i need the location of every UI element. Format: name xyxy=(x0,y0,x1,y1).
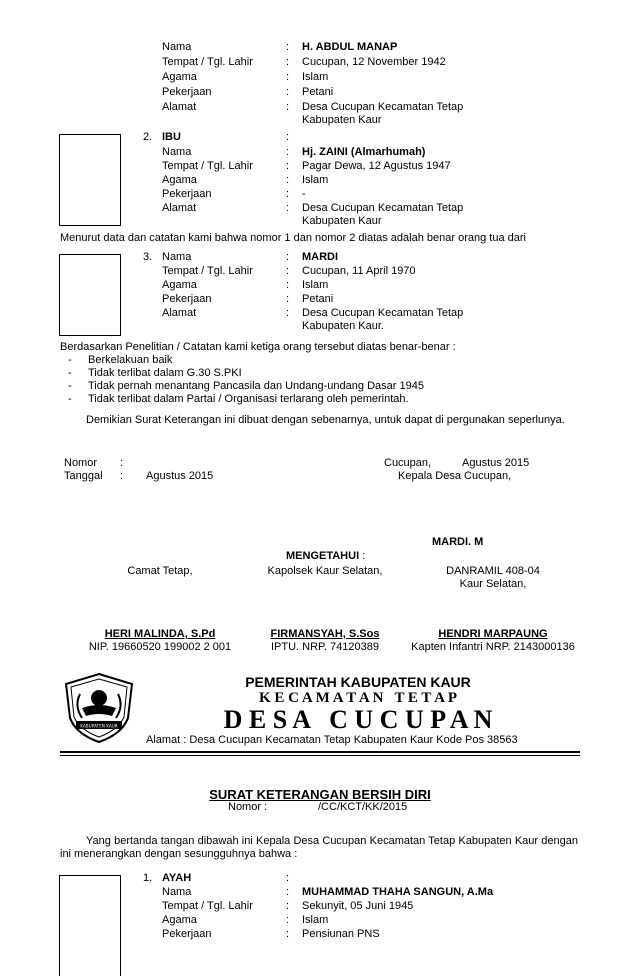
official-id: NIP. 19660520 199002 2 001 xyxy=(88,641,232,653)
child-agama: Islam xyxy=(302,279,329,291)
colon: : xyxy=(286,900,290,912)
official-name: HENDRI MARPAUNG xyxy=(438,628,548,640)
ibu-alamat-1: Desa Cucupan Kecamatan Tetap xyxy=(302,202,464,214)
ayah-title: AYAH xyxy=(162,872,192,884)
colon: : xyxy=(286,131,290,143)
label-alamat: Alamat xyxy=(162,202,197,214)
ayah-nama: MUHAMMAD THAHA SANGUN, A.Ma xyxy=(302,886,494,898)
regency-emblem-icon xyxy=(62,672,136,744)
ayah-number: 1. xyxy=(143,872,153,884)
colon: : xyxy=(286,251,290,263)
colon: : xyxy=(286,265,290,277)
top-person-pekerjaan: Petani xyxy=(302,86,334,98)
bullet-item: Tidak terlibat dalam Partai / Organisasi terlarang oleh pemerintah. xyxy=(88,393,409,405)
colon: : xyxy=(286,188,290,200)
mengetahui-label: MENGETAHUI xyxy=(286,550,360,562)
label-agama: Agama xyxy=(162,71,197,83)
child-number: 3. xyxy=(143,251,153,263)
signer-main-name: MARDI. M xyxy=(432,536,484,548)
label-pekerjaan: Pekerjaan xyxy=(162,928,212,940)
child-tempat-lahir: Cucupan, 11 April 1970 xyxy=(302,265,416,277)
meta-kepala: Kepala Desa Cucupan, xyxy=(398,470,512,482)
colon: : xyxy=(286,914,290,926)
label-pekerjaan: Pekerjaan xyxy=(162,86,212,98)
official-role: Kapolsek Kaur Selatan, xyxy=(267,565,383,577)
bullet-item: Berkelakuan baik xyxy=(88,354,173,366)
official-name: FIRMANSYAH, S.Sos xyxy=(270,628,380,640)
colon: : xyxy=(286,174,290,186)
colon: : xyxy=(286,293,290,305)
label-agama: Agama xyxy=(162,914,197,926)
colon: : xyxy=(286,928,290,940)
statement-parents: Menurut data dan catatan kami bahwa nomor 1 dan nomor 2 diatas adalah benar orang tua dari xyxy=(60,232,526,244)
colon: : xyxy=(362,550,366,562)
label-nama: Nama xyxy=(162,41,192,53)
bullet-mark: - xyxy=(68,367,72,379)
ibu-agama: Islam xyxy=(302,174,329,186)
ibu-tempat-lahir: Pagar Dewa, 12 Agustus 1947 xyxy=(302,160,451,172)
ayah-tempat-lahir: Sekunyit, 05 Juni 1945 xyxy=(302,900,414,912)
ibu-title: IBU xyxy=(162,131,181,143)
label-tempat-lahir: Tempat / Tgl. Lahir xyxy=(162,160,253,172)
child-alamat-1: Desa Cucupan Kecamatan Tetap xyxy=(302,307,464,319)
label-tempat-lahir: Tempat / Tgl. Lahir xyxy=(162,265,253,277)
colon: : xyxy=(286,101,290,113)
child-nama: MARDI xyxy=(302,251,339,263)
colon: : xyxy=(286,41,290,53)
colon: : xyxy=(286,146,290,158)
top-person-nama: H. ABDUL MANAP xyxy=(302,41,398,53)
label-alamat: Alamat xyxy=(162,101,197,113)
bullet-mark: - xyxy=(68,354,72,366)
label-nama: Nama xyxy=(162,886,192,898)
child-alamat-2: Kabupaten Kaur. xyxy=(302,320,384,332)
ibu-nama: Hj. ZAINI (Almarhumah) xyxy=(302,146,426,158)
official-role: Camat Tetap, xyxy=(127,565,193,577)
mengetahui-heading xyxy=(286,550,365,562)
svg-text:KABUPATEN KAUR: KABUPATEN KAUR xyxy=(80,723,118,729)
colon: : xyxy=(120,470,124,482)
bullet-mark: - xyxy=(68,393,72,405)
label-alamat: Alamat xyxy=(162,307,197,319)
ibu-number: 2. xyxy=(143,131,153,143)
top-person-alamat-1: Desa Cucupan Kecamatan Tetap xyxy=(302,101,464,113)
colon: : xyxy=(286,71,290,83)
bullet-item: Tidak pernah menantang Pancasila dan Undang-undang Dasar 1945 xyxy=(88,380,424,392)
label-tempat-lahir: Tempat / Tgl. Lahir xyxy=(162,900,253,912)
bullet-mark: - xyxy=(68,380,72,392)
official-name: HERI MALINDA, S.Pd xyxy=(104,628,216,640)
colon: : xyxy=(286,56,290,68)
official-id: Kapten Infantri NRP. 2143000136 xyxy=(411,641,575,653)
label-agama: Agama xyxy=(162,279,197,291)
official-role: DANRAMIL 408-04 xyxy=(446,565,540,577)
top-person-tempat-lahir: Cucupan, 12 November 1942 xyxy=(302,56,446,68)
letterhead-rule-thick xyxy=(60,751,580,753)
closing-paragraph: Demikian Surat Keterangan ini dibuat dengan sebenarnya, untuk dapat di pergunakan seperlunya. xyxy=(86,414,565,426)
letterhead-rule-thin xyxy=(60,755,580,756)
label-pekerjaan: Pekerjaan xyxy=(162,293,212,305)
label-nama: Nama xyxy=(162,146,192,158)
label-pekerjaan: Pekerjaan xyxy=(162,188,212,200)
label-agama: Agama xyxy=(162,174,197,186)
colon: : xyxy=(286,886,290,898)
label-tempat-lahir: Tempat / Tgl. Lahir xyxy=(162,56,253,68)
letterhead-line-1: PEMERINTAH KABUPATEN KAUR xyxy=(245,674,471,690)
colon: : xyxy=(120,457,124,469)
colon: : xyxy=(286,279,290,291)
meta-date: Agustus 2015 xyxy=(462,457,530,469)
official-id: IPTU. NRP. 74120389 xyxy=(270,641,380,653)
colon: : xyxy=(286,307,290,319)
official-role-line-2: Kaur Selatan, xyxy=(459,578,527,590)
colon: : xyxy=(286,160,290,172)
letter-title: SURAT KETERANGAN BERSIH DIRI xyxy=(209,787,431,802)
colon: : xyxy=(286,202,290,214)
top-person-alamat-2: Kabupaten Kaur xyxy=(302,114,382,126)
bullet-item: Tidak terlibat dalam G.30 S.PKI xyxy=(88,367,242,379)
letter-intro: Yang bertanda tangan dibawah ini Kepala Desa Cucupan Kecamatan Tetap Kabupaten Kaur dengan ini menerangkan dengan sesungguhnya bahwa : xyxy=(60,835,578,860)
statement-research: Berdasarkan Penelitian / Catatan kami ketiga orang tersebut diatas benar-benar : xyxy=(60,341,456,353)
letterhead-line-2: K E C A M A T A N T E T A P xyxy=(258,690,457,706)
ibu-alamat-2: Kabupaten Kaur xyxy=(302,215,382,227)
meta-tanggal-value: Agustus 2015 xyxy=(146,470,214,482)
top-person-agama: Islam xyxy=(302,71,329,83)
letterhead-line-3: D E S A C U C U P A N xyxy=(223,705,493,734)
label-nama: Nama xyxy=(162,251,192,263)
child-pekerjaan: Petani xyxy=(302,293,334,305)
ayah-agama: Islam xyxy=(302,914,329,926)
letter-nomor-label: Nomor : xyxy=(228,801,268,813)
meta-place: Cucupan, xyxy=(384,457,432,469)
letter-nomor-value: /CC/KCT/KK/2015 xyxy=(318,801,408,813)
ayah-pekerjaan: Pensiunan PNS xyxy=(302,928,380,940)
letterhead-address: Alamat : Desa Cucupan Kecamatan Tetap Kabupaten Kaur Kode Pos 38563 xyxy=(146,734,518,746)
colon: : xyxy=(286,86,290,98)
meta-tanggal-label: Tanggal xyxy=(64,470,103,482)
ibu-pekerjaan: - xyxy=(302,188,306,200)
meta-nomor-label: Nomor xyxy=(64,457,98,469)
colon: : xyxy=(286,872,290,884)
